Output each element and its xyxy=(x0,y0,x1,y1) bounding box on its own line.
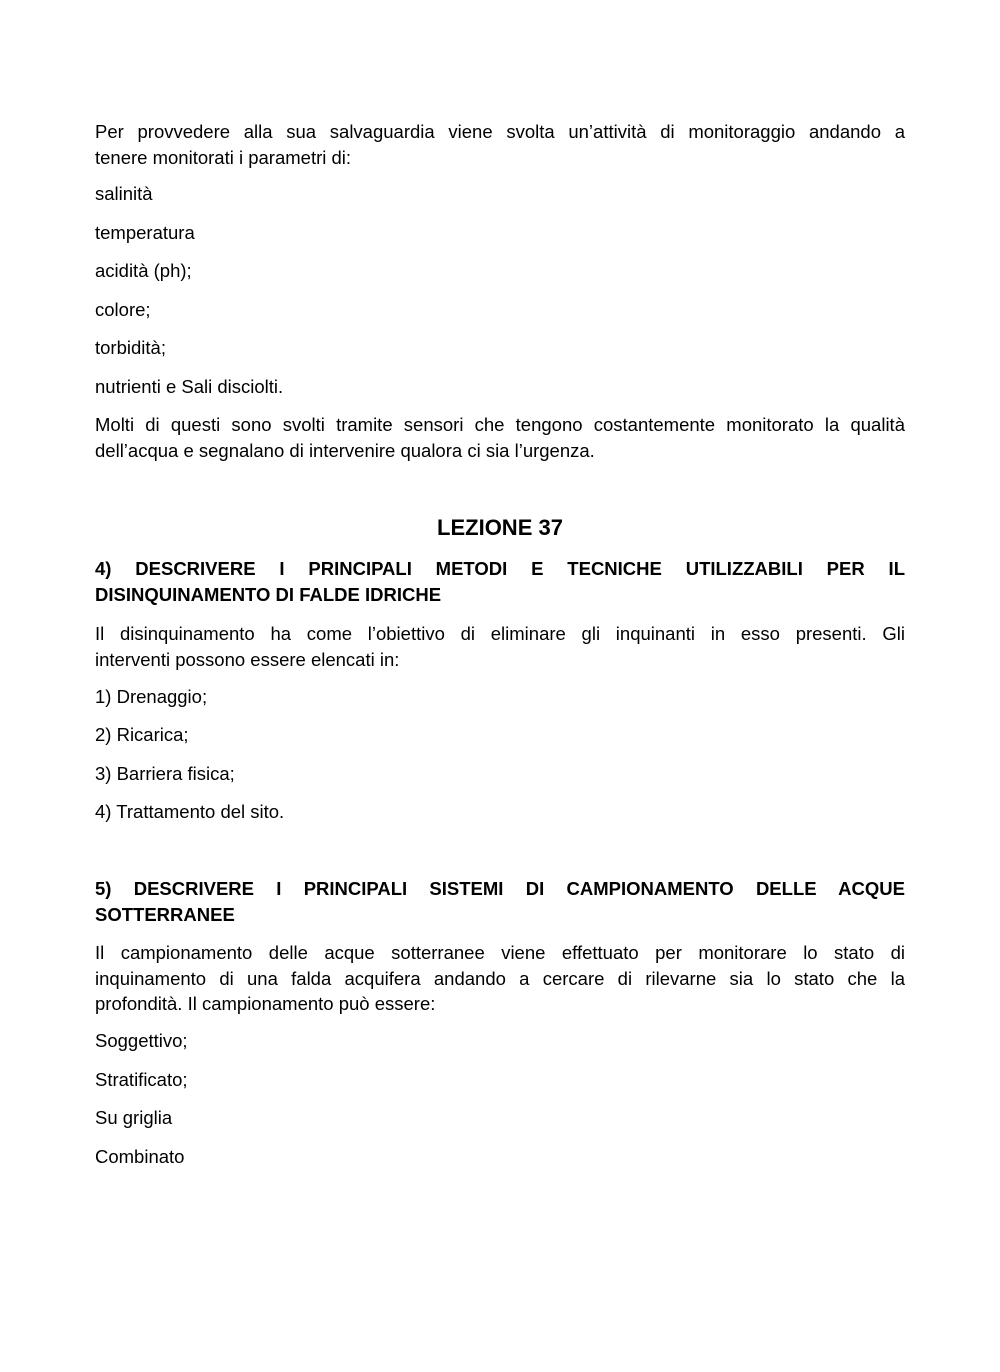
q4-list-item: 4) Trattamento del sito. xyxy=(95,801,285,822)
q4-list-item: 1) Drenaggio; xyxy=(95,686,208,707)
q4-heading-line-2: DISINQUINAMENTO DI FALDE IDRICHE xyxy=(95,584,442,605)
q4-list-item: 2) Ricarica; xyxy=(95,724,189,745)
parameter-item: acidità (ph); xyxy=(95,260,192,281)
q5-heading-line-2: SOTTERRANEE xyxy=(95,904,235,925)
parameter-item: temperatura xyxy=(95,222,195,243)
lesson-title: LEZIONE 37 xyxy=(437,515,563,540)
parameter-item: colore; xyxy=(95,299,151,320)
sensors-line-1: Molti di questi sono svolti tramite sensori che tengono costantemente monitorato la qualità xyxy=(95,414,905,435)
q4-body-line-2: interventi possono essere elencati in: xyxy=(95,649,400,670)
q5-list-item: Combinato xyxy=(95,1146,185,1167)
q5-body-line-2: inquinamento di una falda acquifera andando a cercare di rilevarne sia lo stato che la xyxy=(95,968,905,989)
q5-list-item: Su griglia xyxy=(95,1107,173,1128)
parameter-item: torbidità; xyxy=(95,337,166,358)
q5-body-line-1: Il campionamento delle acque sotterranee viene effettuato per monitorare lo stato di xyxy=(95,942,905,963)
sensors-line-2: dell’acqua e segnalano di intervenire qualora ci sia l’urgenza. xyxy=(95,440,595,461)
q4-list-item: 3) Barriera fisica; xyxy=(95,763,235,784)
intro-line-1: Per provvedere alla sua salvaguardia viene svolta un’attività di monitoraggio andando a xyxy=(95,121,905,142)
intro-line-2: tenere monitorati i parametri di: xyxy=(95,147,352,168)
q4-body-line-1: Il disinquinamento ha come l’obiettivo di eliminare gli inquinanti in esso presenti. Gli xyxy=(95,623,905,644)
q5-list-item: Soggettivo; xyxy=(95,1030,188,1051)
q5-list-item: Stratificato; xyxy=(95,1069,188,1090)
q4-heading-line-1: 4) DESCRIVERE I PRINCIPALI METODI E TECNICHE UTILIZZABILI PER IL xyxy=(95,558,905,579)
q5-body-line-3: profondità. Il campionamento può essere: xyxy=(95,993,436,1014)
q5-heading-line-1: 5) DESCRIVERE I PRINCIPALI SISTEMI DI CAMPIONAMENTO DELLE ACQUE xyxy=(95,878,905,899)
parameter-item: nutrienti e Sali disciolti. xyxy=(95,376,284,397)
parameter-item: salinità xyxy=(95,183,153,204)
